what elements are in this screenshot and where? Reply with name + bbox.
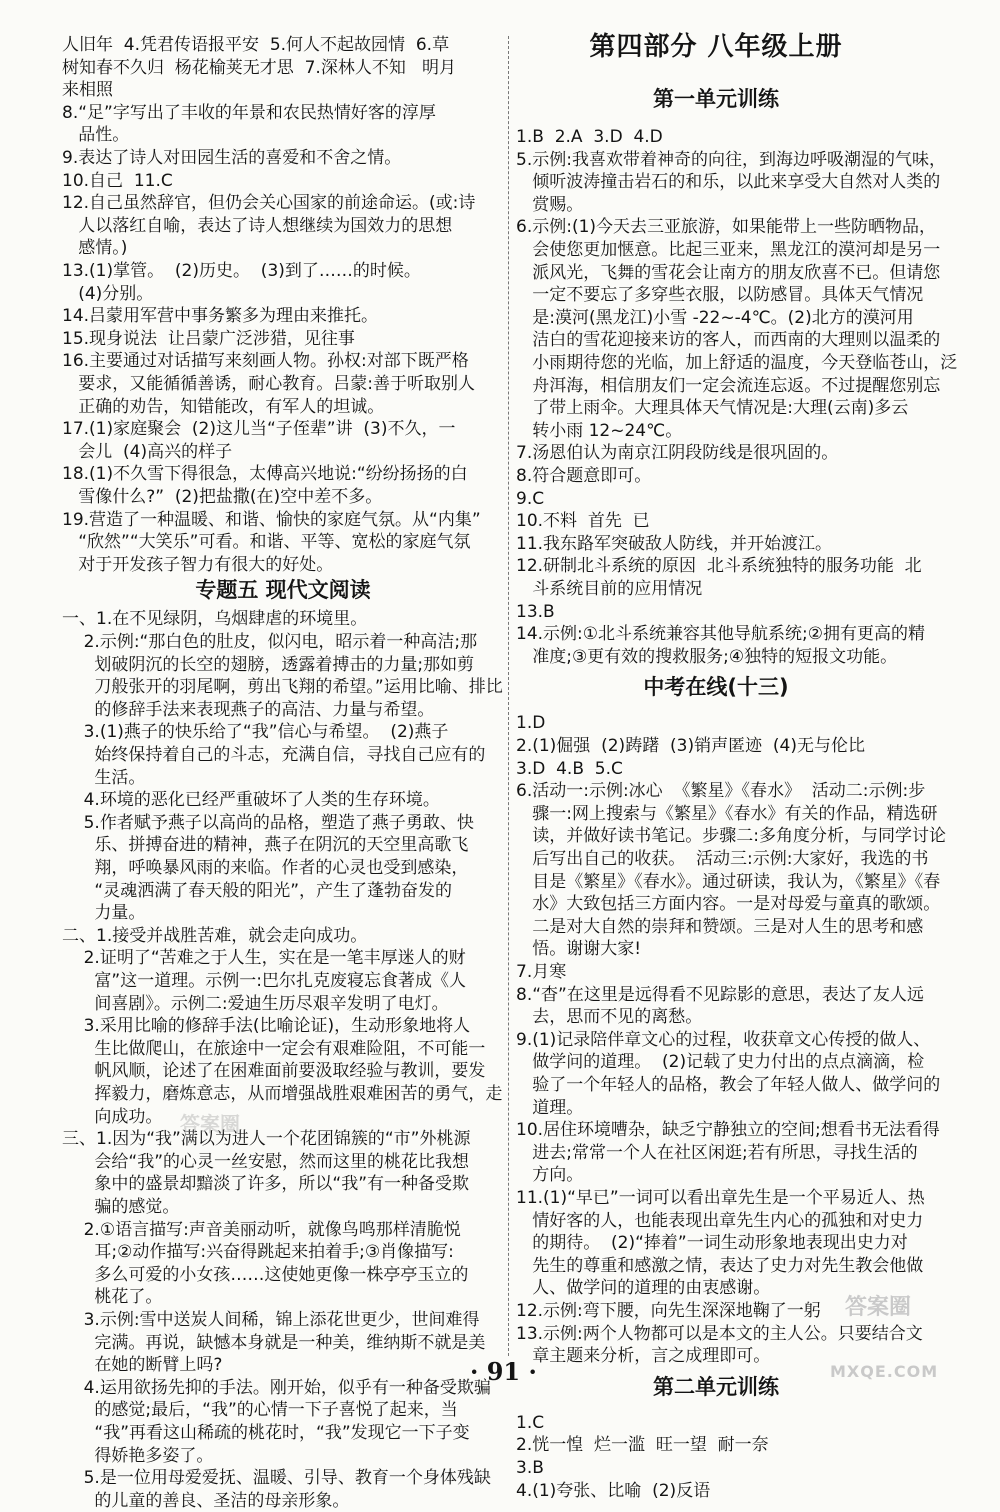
answer-line: 间喜剧》。示例二:爱迪生历尽艰辛发明了电灯。 bbox=[62, 993, 449, 1014]
answer-line: 进去;常常一个人在社区闲逛;若有所思，寻找生活的 bbox=[516, 1142, 918, 1163]
answer-line: 11.我东路军突破敌人防线，并开始渡江。 bbox=[516, 533, 833, 554]
answer-line: 6.活动一:示例:冰心 《繁星》《春水》 活动二:示例:步 bbox=[516, 781, 926, 802]
answer-line: 2.示例:“那白色的肚皮，似闪电，昭示着一种高洁;那 bbox=[62, 632, 478, 652]
answer-line: 在她的断臂上吗? bbox=[62, 1355, 223, 1376]
answer-line: 12.示例:弯下腰，向先生深深地鞠了一躬 bbox=[516, 1301, 821, 1321]
answer-line: 得娇艳多姿了。 bbox=[62, 1445, 214, 1466]
answer-line: 二、1.接受并战胜苦难，就会走向成功。 bbox=[62, 925, 368, 946]
answer-line: 会使您更加惬意。比起三亚来，黑龙江的漠河却是另一 bbox=[516, 240, 941, 260]
answer-line: 完满。再说，缺憾本身就是一种美，维纳斯不就是美 bbox=[62, 1332, 486, 1353]
page-number: · 91 · bbox=[470, 1357, 537, 1386]
answer-line: 5.示例:我喜欢带着神奇的向往，到海边呼吸潮湿的气味， bbox=[516, 149, 946, 170]
answer-line: 力量。 bbox=[62, 903, 146, 924]
answer-line: 12.自己虽然辞官，但仍会关心国家的前途命运。(或:诗 bbox=[62, 193, 476, 214]
answer-line: 的感觉;最后，“我”的心情一下子喜悦了起来，当 bbox=[62, 1400, 458, 1421]
answer-line: 树知春不久归 杨花榆荚无才思 7.深林人不知 明月 bbox=[62, 57, 457, 78]
answer-line: 3.B bbox=[516, 1458, 544, 1478]
answer-line: 乐、拼搏奋进的精神，燕子在阴沉的天空里高歌飞 bbox=[62, 835, 469, 856]
answer-line: 三、1.因为“我”满以为进人一个花团锦簇的“市”外桃源 bbox=[62, 1129, 471, 1150]
answer-line: 赏赐。 bbox=[516, 194, 584, 215]
answer-line: 17.(1)家庭聚会 (2)这儿当“子侄辈”讲 (3)不久，一 bbox=[62, 419, 456, 440]
faint-watermark: 答案圈 bbox=[180, 1112, 240, 1136]
answer-line: 的儿童的善良、圣洁的母亲形象。 bbox=[62, 1490, 350, 1511]
answer-line: 派风光，飞舞的雪花会让南方的朋友欣喜不已。但请您 bbox=[516, 262, 941, 283]
answer-line: 去，思而不见的离愁。 bbox=[516, 1007, 703, 1028]
answer-line: 5.作者赋予燕子以高尚的品格，塑造了燕子勇敢、快 bbox=[62, 812, 474, 833]
answer-line: 向成功。 bbox=[62, 1106, 163, 1127]
answer-line: 刀般张开的羽尾啊，剪出飞翔的希望。”运用比喻、排比 bbox=[62, 677, 503, 698]
answer-line: 舟洱海，相信朋友们一定会流连忘返。不过提醒您别忘 bbox=[516, 375, 941, 396]
answer-line: 9.表达了诗人对田园生活的喜爱和不舍之情。 bbox=[62, 148, 402, 168]
answer-line: 的修辞手法来表现燕子的高洁、力量与希望。 bbox=[62, 699, 435, 720]
watermark-url: MXQE.COM bbox=[830, 1362, 939, 1381]
answer-line: 始终保持着自己的斗志，充满自信，寻找自己应有的 bbox=[62, 745, 486, 765]
answer-line: 3.示例:雪中送炭人间稀，锦上添花世更少，世间难得 bbox=[62, 1310, 480, 1330]
answer-line: 9.C bbox=[516, 488, 545, 509]
answer-line: 生活。 bbox=[62, 767, 146, 788]
part-title: 第四部分 八年级上册 bbox=[589, 32, 843, 62]
answer-line: 10.不料 首先 已 bbox=[516, 511, 650, 532]
answer-line: 13.示例:两个人物都可以是本文的主人公。只要结合文 bbox=[516, 1323, 923, 1344]
answer-line: 水》大致包括三方面内容。一是对母爱与童真的歌颂。 bbox=[516, 894, 941, 915]
watermark-logo: 答案圈 bbox=[845, 1295, 912, 1320]
answer-line: “我”再看这山稀疏的桃花时，“我”发现它一下子变 bbox=[62, 1423, 470, 1443]
answer-line: 人以落红自喻，表达了诗人想继续为国效力的思想 bbox=[62, 215, 453, 236]
answer-line: 4.环境的恶化已经严重破坏了人类的生存环境。 bbox=[62, 790, 440, 811]
answer-line: 7.汤恩伯认为南京江阴段防线是很巩固的。 bbox=[516, 443, 839, 464]
answer-line: 耳;②动作描写:兴奋得跳起来拍着手;③肖像描写: bbox=[62, 1242, 454, 1263]
answer-line: 情好客的人，也能表现出章先生内心的孤独和对史力 bbox=[516, 1210, 924, 1231]
answer-line: 10.居住环境嘈杂，缺乏宁静独立的空间;想看书无法看得 bbox=[516, 1120, 940, 1141]
section-heading-modern-reading: 专题五 现代文阅读 bbox=[195, 578, 371, 603]
answer-line: 先生的尊重和感激之情，表达了史力对先生教会他做 bbox=[516, 1255, 924, 1276]
answer-line: 11.(1)“早已”一词可以看出章先生是一个平易近人、热 bbox=[516, 1188, 925, 1208]
answer-line: 雪像什么?” (2)把盐撒(在)空中差不多。 bbox=[62, 487, 383, 507]
answer-line: 二是对大自然的崇拜和赞颂。三是对人生的思考和感 bbox=[516, 916, 924, 937]
answer-line: 1.C bbox=[516, 1412, 545, 1433]
answer-line: 3.D 4.B 5.C bbox=[516, 758, 623, 779]
answer-line: 3.采用比喻的修辞手法(比喻论证)，生动形象地将人 bbox=[62, 1016, 471, 1037]
answer-line: (4)分别。 bbox=[62, 283, 154, 304]
answer-line: 验了一个年轻人的品格，教会了年轻人做人、做学问的 bbox=[516, 1075, 941, 1095]
answer-line: 4.(1)夸张、比喻 (2)反语 bbox=[516, 1480, 711, 1501]
answer-line: 骤一:网上搜索与《繁星》《春水》有关的作品，精选研 bbox=[516, 803, 938, 824]
answer-line: 方向。 bbox=[516, 1165, 584, 1186]
answer-line: 富”这一道理。示例一:巴尔扎克废寝忘食著成《人 bbox=[62, 971, 466, 991]
answer-line: 会给“我”的心灵一丝安慰，然而这里的桃花比我想 bbox=[62, 1151, 470, 1172]
answer-line: 3.(1)燕子的快乐给了“我”信心与希望。 (2)燕子 bbox=[62, 722, 449, 743]
unit-heading-2: 第二单元训练 bbox=[653, 1374, 779, 1399]
answer-line: 14.示例:①北斗系统兼容其他导航系统;②拥有更高的精 bbox=[516, 624, 925, 645]
answer-line: 目是《繁星》《春水》。通过研读，我认为，《繁星》《春 bbox=[516, 871, 941, 892]
answer-line: 对于开发孩子智力有很大的好处。 bbox=[62, 554, 334, 575]
answer-line: 要求，又能循循善诱，耐心教育。吕蒙:善于听取别人 bbox=[62, 374, 475, 394]
answer-line: 斗系统目前的应用情况 bbox=[516, 579, 703, 599]
answer-line: 来相照 bbox=[62, 80, 113, 101]
answer-line: 是:漠河(黑龙江)小雪 -22~-4℃。(2)北方的漠河用 bbox=[516, 307, 914, 328]
answer-line: 10.自己 11.C bbox=[62, 170, 173, 191]
answer-line: 19.营造了一种温暖、和谐、愉快的家庭气氛。从“内集” bbox=[62, 509, 481, 530]
answer-line: 7.月寒 bbox=[516, 962, 567, 982]
answer-line: 桃花了。 bbox=[62, 1287, 163, 1308]
answer-line: 2.证明了“苦难之于人生，实在是一笔丰厚迷人的财 bbox=[62, 948, 466, 969]
answer-line: 会儿 (4)高兴的样子 bbox=[62, 441, 233, 462]
answer-line: 准度;③更有效的搜救服务;④独特的短报文功能。 bbox=[516, 646, 898, 667]
answer-line: 16.主要通过对话描写来刻画人物。孙权:对部下既严格 bbox=[62, 351, 469, 372]
answer-line: 读，并做好读书笔记。步骤二:多角度分析，与同学讨论 bbox=[516, 826, 946, 847]
answer-line: 洁白的雪花迎接来访的客人，而西南的大理则以温柔的 bbox=[516, 330, 941, 351]
answer-line: 的期待。 (2)“捧着”一词生动形象地表现出史力对 bbox=[516, 1233, 908, 1254]
answer-line: 小雨期待您的光临，加上舒适的温度，今天登临苍山，泛 bbox=[516, 353, 958, 373]
answer-line: 5.是一位用母爱爱抚、温暖、引导、教育一个身体残缺 bbox=[62, 1468, 491, 1489]
answer-line: 人、做学问的道理的由衷感谢。 bbox=[516, 1278, 771, 1299]
answer-line: 生比做爬山，在旅途中一定会有艰难险阻，不可能一 bbox=[62, 1038, 486, 1059]
answer-line: 骗的感觉。 bbox=[62, 1197, 180, 1217]
answer-line: 14.吕蒙用军营中事务繁多为理由来推托。 bbox=[62, 306, 379, 327]
answer-line: 悟。谢谢大家! bbox=[516, 939, 642, 960]
answer-line: 1.D bbox=[516, 713, 546, 734]
answer-line: 一、1.在不见绿阴，乌烟肆虐的环境里。 bbox=[62, 609, 368, 630]
answer-line: 6.示例:(1)今天去三亚旅游，如果能带上一些防晒物品， bbox=[516, 217, 937, 238]
answer-line: 8.“杳”在这里是远得看不见踪影的意思，表达了友人远 bbox=[516, 984, 924, 1005]
answer-line: 2.恍一惶 烂一滥 旺一望 耐一奈 bbox=[516, 1435, 769, 1456]
answer-line: 帆风顺，论述了在困难面前要汲取经验与教训，要发 bbox=[62, 1061, 486, 1082]
exam-online-heading: 中考在线(十三) bbox=[643, 675, 789, 700]
answer-line: 倾听波涛撞击岩石的和乐，以此来享受大自然对人类的 bbox=[516, 172, 941, 193]
answer-line: 8.“足”字写出了丰收的年景和农民热情好客的淳厚 bbox=[62, 102, 436, 123]
answer-line: 翔，呼唤暴风雨的来临。作者的心灵也受到感染， bbox=[62, 858, 469, 878]
answer-line: 人旧年 4.凭君传语报平安 5.何人不起故园情 6.草 bbox=[62, 35, 450, 55]
answer-line: 了带上雨伞。大理具体天气情况是:大理(云南)多云 bbox=[516, 398, 909, 419]
answer-line: 1.B 2.A 3.D 4.D bbox=[516, 127, 663, 147]
answer-line: 13.B bbox=[516, 601, 555, 622]
answer-line: 挥毅力，磨炼意志，从而增强战胜艰难困苦的勇气，走 bbox=[62, 1084, 503, 1104]
answer-line: 18.(1)不久雪下得很急，太傅高兴地说:“纷纷扬扬的白 bbox=[62, 464, 468, 485]
answer-line: 2.(1)倔强 (2)踌躇 (3)销声匿迹 (4)无与伦比 bbox=[516, 736, 865, 756]
answer-line: 9.(1)记录陪伴章文心的过程，收获章文心传授的做人、 bbox=[516, 1029, 931, 1050]
answer-line: 做学问的道理。 (2)记载了史力付出的点点滴滴，检 bbox=[516, 1052, 925, 1073]
answer-line: 多么可爱的小女孩……这使她更像一株亭亭玉立的 bbox=[62, 1264, 469, 1285]
answer-line: 道理。 bbox=[516, 1097, 584, 1118]
answer-line: 转小雨 12~24℃。 bbox=[516, 420, 683, 441]
answer-line: 13.(1)掌管。 (2)历史。 (3)到了……的时候。 bbox=[62, 261, 421, 281]
answer-line: 12.研制北斗系统的原因 北斗系统独特的服务功能 北 bbox=[516, 556, 922, 577]
answer-line: 品性。 bbox=[62, 125, 130, 146]
column-divider bbox=[508, 36, 509, 1356]
answer-line: 划破阴沉的长空的翅膀，透露着搏击的力量;那如剪 bbox=[62, 654, 475, 675]
answer-line: 8.符合题意即可。 bbox=[516, 466, 652, 486]
answer-line: 象中的盛景却黯淡了许多，所以“我”有一种备受欺 bbox=[62, 1174, 470, 1195]
answer-line: 正确的劝告，知错能改，有军人的坦诚。 bbox=[62, 396, 385, 417]
answer-line: “欣然”“大笑乐”可看。和谐、平等、宽松的家庭气氛 bbox=[62, 532, 471, 553]
answer-line: 一定不要忘了多穿些衣服，以防感冒。具体天气情况 bbox=[516, 285, 924, 306]
unit-heading-1: 第一单元训练 bbox=[653, 87, 779, 111]
answer-line: 2.①语言描写:声音美丽动听，就像鸟鸣那样清脆悦 bbox=[62, 1219, 461, 1240]
answer-line: 感情。) bbox=[62, 238, 128, 259]
answer-line: 4.运用欲扬先抑的手法。刚开始，似乎有一种备受欺骗 bbox=[62, 1377, 491, 1398]
answer-line: 后写出自己的收获。 活动三:示例:大家好，我选的书 bbox=[516, 849, 929, 869]
answer-line: 章主题来分析，言之成理即可。 bbox=[516, 1346, 771, 1367]
answer-line: 15.现身说法 让吕蒙广泛涉猎，见往事 bbox=[62, 328, 355, 349]
answer-line: “灵魂洒满了春天般的阳光”，产生了蓬勃奋发的 bbox=[62, 880, 453, 901]
